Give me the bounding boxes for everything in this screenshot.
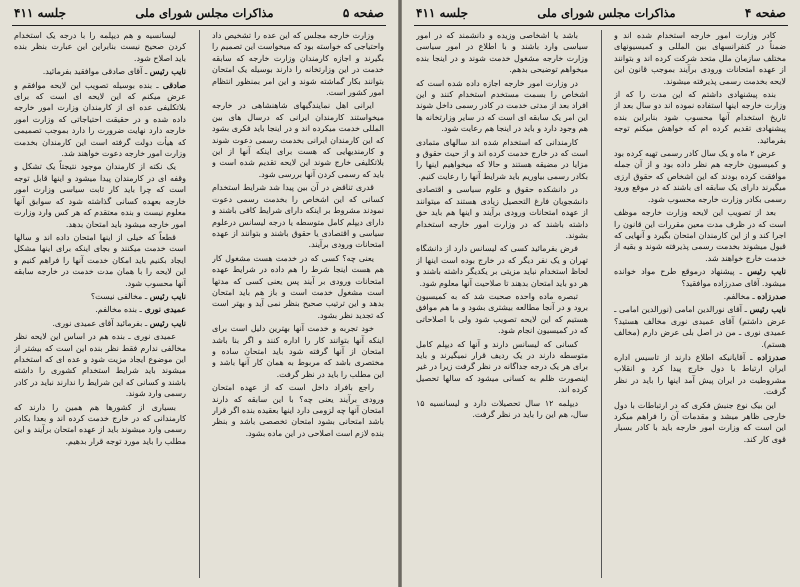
speaker-name: صدرزاده bbox=[757, 351, 786, 362]
body-paragraph: ایرانی اهل نمایندگیهای شاهنشاهی در خارجه میخواستند کارمندان ایرانی که درسال های بین المللی خدمت میکرده اند و در اینجا باید فکری بشود که این کارمندان ایرانی بخدمت رسمی دعوت شوند و کارمندیهایی که هست برای اینکه آنها از این بلاتکلیفی خارج شوند این لایحه تقدیم شده است و باید که رسمی کردن آنها بررسی شود. bbox=[212, 101, 384, 179]
left-page-title: مذاکرات مجلس شورای ملی bbox=[135, 6, 274, 20]
body-paragraph: کسانی که لیسانس دارند و آنها که دیپلم کامل متوسطه دارند در یک ردیف قرار نمیگیرند و باید برای هر یک درجه جداگانه در نظر گرفت زیرا در غیر اینصورت ظلم به کسانی میشود که سالها تحصیل کرده اند. bbox=[416, 339, 588, 395]
body-paragraph: عرض ۲ ماه و یک سال کادر رسمی تهیه کرده بود و کمیسیون خارجه هم نظر داده بود و از آن جمله موافقت کرده بودند که این اشخاص که حقوق ارزی میگیرند دارای یک سابقه ای باشند که در موقع ورود رسمی بکادر وزارت خارجه محسوب شود. bbox=[614, 149, 786, 204]
left-page bbox=[0, 0, 398, 587]
left-page-left-column bbox=[14, 30, 186, 580]
speaker-name: صادقی bbox=[162, 79, 186, 90]
speech-text: آقای صادقی موافقید بفرمائید. bbox=[42, 67, 143, 77]
speaker-name: صدرزاده bbox=[757, 290, 786, 301]
speaker-name: نایب رئیس bbox=[749, 304, 786, 315]
right-page-right-column bbox=[614, 30, 786, 580]
speech-text: بنده بوسیله تصویب این لایحه موافقم و عرض میکنم که این لایحه ای است که برای بلاتکلیفی عده ای از کارمندان وزارت امور خارجه داده شده و در حقیقت احتیاجاتی که وزارت امور خارجه دارد نهایت ضرورت را دارد بموجب تصمیمی که هیأت دولت گرفته است این کارمندان بخدمت وزارت امور خارجه دعوت خواهند شد. bbox=[14, 80, 186, 159]
body-paragraph: عمیدی نوری ـ بنده هم در اساس این لایحه نظر مخالفی ندارم فقط نظر بنده این است که بیشتر از این موضوع ایجاد مزیت شود و عده ای که استخدام میشوند باید شرایط استخدام کشوری را داشته باشند و کسانی که این شرایط را ندارند نباید در کادر رسمی وارد شوند. bbox=[14, 332, 186, 399]
speaker-paragraph: صدرزاده ـ آقایانیکه اطلاع دارند از تاسیس اداره ایران ارتباط با دول خارج پیدا کرد و انقلاب مشروطیت در ایران پیش آمد اینها را باید در نظر گرفت. bbox=[614, 351, 786, 397]
speech-text: مخالفم. bbox=[723, 291, 750, 301]
body-paragraph: یک نکته از کارمندان موجود نتیجتاً یک تشکل و وقفه ای در کارمندان پیدا میشود و اینها قابل توجه است که چرا باید کار ثابت سیاسی وزارت امور خارجه بعهده کسانی گذاشته شود که سوابق آنها معلوم نیست و بنده معتقدم که هر کس وارد وزارت امور خارجه میشود باید امتحان بدهد. bbox=[14, 162, 186, 229]
body-paragraph: راجع بافراد داخل است که از عهده امتحان ورودی برآیند یعنی چه؟ با این سابقه که دارند امتحان آنها چه لزومی دارد اینها بعقیده بنده اگر قرار باشد امتحانی بشود امتحان تخصصی باشد و بنظر بنده لازم است اصلاحی در این ماده بشود. bbox=[212, 383, 384, 438]
right-page-left-column bbox=[416, 30, 588, 580]
speaker-name: نایب رئیس bbox=[149, 66, 186, 77]
left-page-session: جلسه ۴۱۱ bbox=[14, 6, 67, 20]
body-paragraph: خود تجربه و خدمت آنها بهترین دلیل است برای اینکه آنها بتوانند کار را اداره کنند و اگر بنا باشد امتحان از آنها گرفته شود باید امتحان ساده و مختصری باشد که مربوط به همان کار آنها باشد و این مطلب را باید در نظر گرفت. bbox=[212, 324, 384, 379]
speech-text: آقای نورالدین امامی (نورالدین امامی ـ عرض داشتم) آقای عمیدی نوری مخالف هستید؟ عمیدی نوری ـ من در اصل بلی عرض دارم (مخالف هستم). bbox=[614, 305, 786, 349]
body-paragraph: باشد یا اشخاصی وزیده و دانشمند که در امور سیاسی وارد باشند و با اطلاع در امور سیاسی وزارت خارجه مشغول خدمت شوند و در اینجا بنده میخواهم توضیحی بدهم. bbox=[416, 31, 588, 75]
speaker-paragraph: نایب رئیس ـ بفرمائید آقای عمیدی نوری. bbox=[52, 317, 186, 328]
speaker-name: نایب رئیس bbox=[149, 317, 186, 328]
speaker-paragraph: نایب رئیس ـ پیشنهاد درموقع طرح مواد خوانده میشود. آقای صدرزاده موافقید؟ bbox=[614, 266, 786, 288]
speech-text: پیشنهاد درموقع طرح مواد خوانده میشود. آقای صدرزاده موافقید؟ bbox=[614, 267, 786, 288]
speaker-paragraph: نایب رئیس ـ آقای نورالدین امامی (نورالدین امامی ـ عرض داشتم) آقای عمیدی نوری مخالف هستید؟ عمیدی نوری ـ من در اصل بلی عرض دارم (مخالف هستم). bbox=[614, 304, 786, 349]
right-page-number: صفحه ۴ bbox=[744, 6, 786, 20]
left-page-right-column bbox=[212, 30, 384, 580]
body-paragraph: قدری تناقض در آن بین پیدا شد شرایط استخدام کسانی که این اشخاص را بخدمت رسمی دعوت نمودند مشروط بر اینکه دارای شرایط کافی باشند و دارای دیپلم کامل متوسطه یا درجه لیسانس درعلوم سیاسی و اقتصادی یا حقوق باشند و بتوانند از عهده امتحانات ورودی برآیند. bbox=[212, 183, 384, 250]
right-page-session: جلسه ۴۱۱ bbox=[416, 6, 469, 20]
body-paragraph: فرض بفرمائید کسی که لیسانس دارد از دانشگاه تهران و یک نفر دیگر که در خارج بوده است اینها از لحاظ استخدام نباید مزیتی بر یکدیگر داشته باشند و هر دو باید امتحان بدهند تا صلاحیت آنها معلوم شود. bbox=[416, 244, 588, 288]
body-paragraph: تبصره ماده واحده صحبت شد که به کمیسیون برود و در آنجا مطالعه بیشتری بشود و ما هم موافق هستیم که این لایحه تصویب شود ولی با اصلاحاتی که در کمیسیون انجام شود. bbox=[416, 291, 588, 336]
left-page-column-divider bbox=[199, 30, 200, 578]
speaker-paragraph: نایب رئیس ـ آقای صادقی موافقید بفرمائید. bbox=[42, 66, 186, 77]
body-paragraph: این بیک نوع جنبش فکری که در ارتباطات با دول خارجی ظاهر میشد و مقدمات آن را فراهم میکرد این است که وزارت امور خارجه باید با کادر بسیار قوی کار کند. bbox=[614, 400, 786, 444]
right-page-title: مذاکرات مجلس شورای ملی bbox=[537, 6, 676, 20]
left-page-header bbox=[14, 2, 384, 24]
body-paragraph: بنده پیشنهادی داشتم که این مدت را که از وزارت خارجه اینها استفاده نموده اند دو سال بعد از تاریخ استخدام آنها محسوب شود بنابراین بنده پیشنهادی تقدیم کرده ام که خواهش میکنم توجه بفرمائید. bbox=[614, 90, 786, 145]
body-paragraph: کادر وزارت امور خارجه استخدام شده اند و ضمناً در کنفرانسهای بین المللی و کمیسیونهای مختلف سازمان ملل متحد شرکت کرده اند و بتوانند از عهده امتحانات ورودی برآیند بموجب قانون این لایحه بخدمت رسمی پذیرفته میشوند. bbox=[614, 31, 786, 86]
speech-text: بفرمائید آقای عمیدی نوری. bbox=[52, 318, 143, 328]
body-paragraph: در دانشکده حقوق و علوم سیاسی و اقتصادی دانشجویان فارغ التحصیل زیادی هستند که میتوانند از عهده امتحانات ورودی برآیند و اینها هم باید حق داشته باشند که در وزارت امور خارجه استخدام بشوند. bbox=[416, 185, 588, 240]
speaker-paragraph: عمیدی نوری ـ بنده مخالفم. bbox=[95, 304, 186, 315]
left-header-rule bbox=[12, 25, 386, 26]
body-paragraph: بسیاری از کشورها هم همین را دارند که کارمندانی که در خارج خدمت کرده اند و بعدا بکادر رسمی وارد میشوند باید از عهده امتحان برآیند و این مطلب را باید مورد توجه قرار بدهیم. bbox=[14, 402, 186, 446]
right-page-column-divider bbox=[601, 30, 602, 578]
right-page bbox=[402, 0, 800, 587]
left-page-number: صفحه ۵ bbox=[342, 6, 384, 20]
speaker-paragraph: صدرزاده ـ مخالفم. bbox=[723, 290, 786, 301]
speaker-paragraph: نایب رئیس ـ مخالفی نیست؟ bbox=[90, 290, 186, 301]
speaker-name: عمیدی نوری bbox=[144, 304, 186, 315]
body-paragraph: لیسانسیه و هم دیپلمه را با درجه یک استخدام کردن صحیح نیست بنابراین این عبارت بنظر بنده باید اصلاح شود. bbox=[14, 31, 186, 63]
body-paragraph: دیپلمه ۱۲ سال تحصیلات دارد و لیسانسیه ۱۵ سال، هم این را باید در نظر گرفت. bbox=[416, 398, 588, 419]
body-paragraph: در وزارت امور خارجه اجازه داده شده است که اشخاص را بسمت مستخدم استخدام کنند و این افراد بعد از مدتی خدمت در کادر رسمی داخل شوند این امر یک سابقه ای است که در سایر وزارتخانه ها هم وجود دارد و باید در اینجا هم رعایت شود. bbox=[416, 78, 588, 134]
body-paragraph: وزارت خارجه مجلس که این عده را تشخیص داد واحتیاجی که خواسته بود که میخواست این تصمیم را بگیرند و اجازه کارمندان وزارت خارجه که سابقه خدمت در این وزارتخانه را دارند بوسیله یک امتحان بتوانند بکار گماشته شوند و این امر بمنظور انتظام امور کشور است. bbox=[212, 31, 384, 98]
speaker-paragraph: صادقی ـ بنده بوسیله تصویب این لایحه موافقم و عرض میکنم که این لایحه ای است که برای بلاتکلیفی عده ای از کارمندان وزارت امور خارجه داده شده و در حقیقت احتیاجاتی که وزارت امور خارجه دارد نهایت ضرورت را دارد بموجب تصمیمی که هیأت دولت گرفته است این کارمندان بخدمت وزارت امور خارجه دعوت خواهند شد. bbox=[14, 79, 186, 159]
body-paragraph: بعد از تصویب این لایحه وزارت خارجه موظف است که در ظرف مدت معین مقررات این قانون را اجرا کند و از این کارمندان امتحان بگیرد و آنهایی که قبول میشوند بخدمت رسمی پذیرفته شوند و بقیه از خدمت خارج خواهند شد. bbox=[614, 208, 786, 263]
speech-text: مخالفی نیست؟ bbox=[90, 291, 143, 301]
body-paragraph: قطعاً که خیلی از اینها امتحان داده اند و سالها است خدمت میکنند و بجای اینکه برای اینها مشکل ایجاد بکنیم باید امکان خدمت آنها را فراهم کنیم و این لایحه را با همان مدت خدمت در خارجه سابقه آنها محسوب شود. bbox=[14, 232, 186, 288]
body-paragraph: کارمندانی که استخدام شده اند سالهای متمادی است که در خارج خدمت کرده اند و از حیث حقوق و مزایا در مضیقه هستند و حالا که میخواهیم اینها را بکادر رسمی بیاوریم باید شرایط آنها را رعایت کنیم. bbox=[416, 137, 588, 181]
body-paragraph: یعنی چه؟ کسی که در خدمت هست مشغول کار هم هست اینجا شرط را هم داده در شرایط عهده امتحانات ورودی بر آیند پس یعنی کسی که مدتها است مشغول خدمت است و باز هم باید امتحان بدهد و این ترتیب صحیح بنظر نمی آید و بهتر است که تجدید نظر بشود. bbox=[212, 253, 384, 320]
speaker-name: نایب رئیس bbox=[747, 266, 786, 277]
speaker-name: نایب رئیس bbox=[149, 290, 186, 301]
speech-text: آقایانیکه اطلاع دارند از تاسیس اداره ایران ارتباط با دول خارج پیدا کرد و انقلاب مشروطیت در ایران پیش آمد اینها را باید در نظر گرفت. bbox=[614, 352, 786, 397]
right-header-rule bbox=[414, 25, 788, 26]
speech-text: بنده مخالفم. bbox=[95, 305, 138, 315]
right-page-header bbox=[416, 2, 786, 24]
